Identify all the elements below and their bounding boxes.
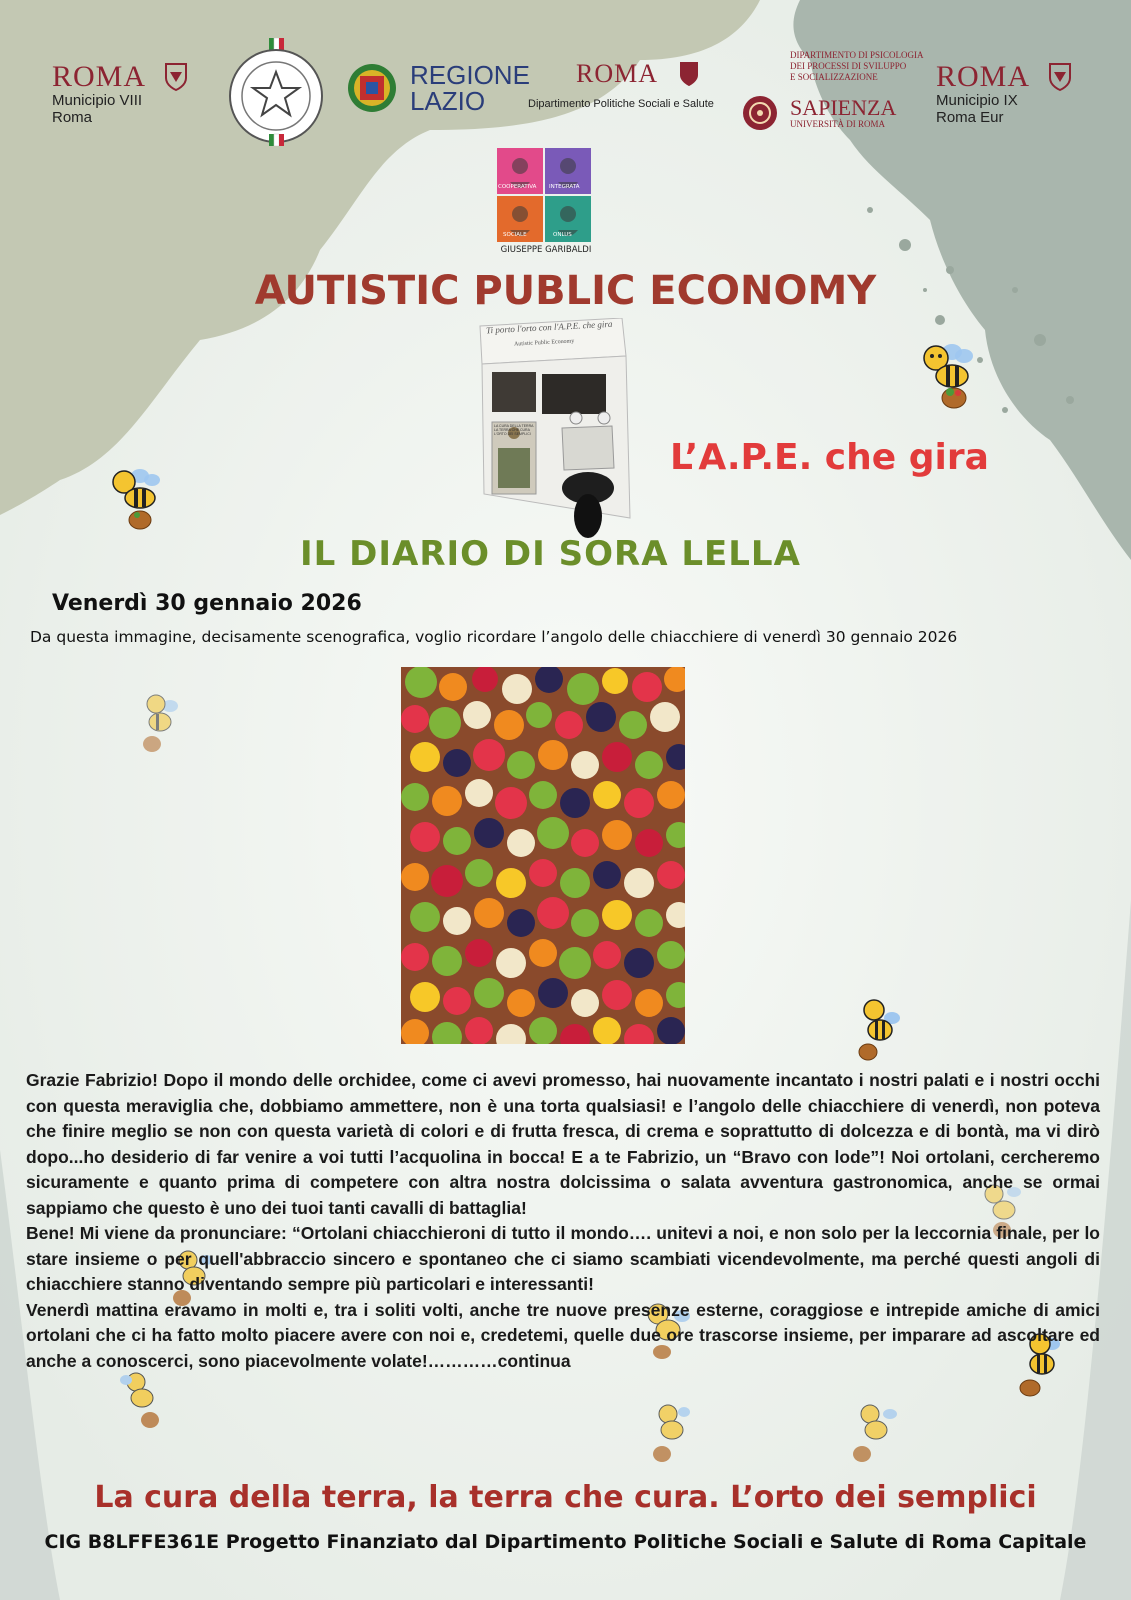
footer-funding: CIG B8LFFE361E Progetto Finanziato dal Dipartimento Politiche Sociali e Salute di Roma Capitale bbox=[44, 1531, 1087, 1553]
regione-lazio-emblem-icon bbox=[346, 62, 398, 114]
sapienza-dept-line1: DIPARTIMENTO DI PSICOLOGIA bbox=[790, 50, 924, 60]
coop-label: ONLUS bbox=[553, 232, 572, 238]
fruit-tart-illustration bbox=[401, 667, 685, 1044]
van-sign-text: Ti porto l'orto con l'A.P.E. che gira bbox=[485, 318, 613, 336]
van-sign-subtext: Autistic Public Economy bbox=[513, 338, 575, 348]
ape-van-illustration bbox=[462, 318, 634, 538]
roma-wordmark: ROMA bbox=[576, 59, 659, 88]
regione-line2: LAZIO bbox=[410, 86, 486, 116]
sapienza-sub: UNIVERSITÀ DI ROMA bbox=[790, 118, 885, 129]
ape-van-photo bbox=[462, 318, 634, 538]
garibaldi-portrait-icon bbox=[497, 148, 593, 244]
municipio-line2: Roma Eur bbox=[936, 109, 1004, 126]
italian-emblem-icon bbox=[222, 38, 330, 146]
bee-mascot-icon bbox=[118, 1370, 168, 1430]
logo-roma-municipio-ix[interactable] bbox=[936, 62, 1072, 126]
body-paragraph-1: Grazie Fabrizio! Dopo il mondo delle orchidee, come ci avevi promesso, hai nuovamente incantato i nostri palati e i nostri occhi con questa meraviglia che, dobbiamo ammettere, non è una torta qualsiasi! e l’angolo delle chiacchiere di venerdì, non poteva che finire meglio se non con questa varietà di colori e di frutta fresca, di crema e soprattutto di dolcezza e di bontà, ma vi dirò dopo...ho desiderio di far venire a voi tutti l’acquolina in bocca! E a te Fabrizio, un “Bravo con lode”! Noi ortolani, cercheremo sicuramente e quanto prima di competere con altra nostra dolcissima o salata avventura gastronomica, anche se ormai sappiamo che questo è uno dei tuoi tanti cavalli di battaglia! bbox=[26, 1070, 1100, 1218]
bee-mascot-icon bbox=[136, 692, 184, 756]
logo-regione-lazio[interactable] bbox=[346, 62, 530, 114]
roma-shield-icon bbox=[1048, 62, 1072, 92]
fruit-tart-photo bbox=[401, 667, 685, 1044]
sapienza-dept-line3: E SOCIALIZZAZIONE bbox=[790, 72, 878, 82]
logo-roma-municipio-viii[interactable] bbox=[52, 62, 188, 126]
page-title: AUTISTIC PUBLIC ECONOMY bbox=[254, 268, 877, 314]
van-panel-text: LA CURA DELLA TERRA LA TERRA CHE CURA L'ORTO DEI SEMPLICI bbox=[494, 424, 534, 436]
roma-wordmark: ROMA bbox=[52, 60, 147, 93]
coop-label: INTEGRATA bbox=[549, 184, 580, 190]
body-paragraph-3: Venerdì mattina eravamo in molti e, tra i soliti volti, anche tre nuove presenze esterne, coraggiose e intrepide amiche di amici ortolani che ci ha fatto molto piacere avere con noi e, credetemi, quelle due ore trascorse insieme, per imparare ad ascoltare ed anche a conoscerci, sono piacevolmente volate!…………continua bbox=[26, 1299, 1100, 1371]
logo-sapienza[interactable] bbox=[742, 50, 923, 133]
roma-shield-icon bbox=[678, 60, 700, 88]
roma-shield-icon bbox=[164, 62, 188, 92]
intro-text: Da questa immagine, decisamente scenografica, voglio ricordare l’angolo delle chiacchiere di venerdì 30 gennaio 2026 bbox=[30, 628, 958, 646]
regione-line1: REGIONE bbox=[410, 60, 530, 90]
dipartimento-label: Dipartimento Politiche Sociali e Salute bbox=[528, 98, 714, 110]
logo-palazzo-chigi[interactable] bbox=[222, 38, 330, 150]
roma-wordmark: ROMA bbox=[936, 60, 1031, 93]
bee-mascot-icon bbox=[912, 340, 982, 412]
diary-body bbox=[26, 1068, 1100, 1374]
bee-mascot-icon bbox=[852, 996, 904, 1062]
logo-roma-dipartimento[interactable] bbox=[528, 60, 714, 110]
municipio-line1: Municipio VIII bbox=[52, 92, 143, 109]
coop-label: SOCIALE bbox=[503, 232, 527, 238]
municipio-line2: Roma bbox=[52, 109, 93, 126]
sapienza-name: SAPIENZA bbox=[790, 94, 897, 120]
sapienza-seal-icon bbox=[742, 93, 778, 133]
body-paragraph-2: Bene! Mi viene da pronunciare: “Ortolani chiacchieroni di tutto il mondo…. unitevi a noi, e non solo per la leccornia finale, per lo stare insieme o per quell'abbraccio sincero e spontaneo che ci siamo scambiati vicendevolmente, ma perché questi angoli di chiacchiere stanno diventando sempre più particolari e interessanti! bbox=[26, 1223, 1100, 1294]
ape-che-gira-title: L’A.P.E. che gira bbox=[670, 437, 989, 478]
footer-slogan: La cura della terra, la terra che cura. L’orto dei semplici bbox=[94, 1480, 1037, 1515]
coop-caption: GIUSEPPE GARIBALDI bbox=[500, 245, 592, 255]
sapienza-dept-line2: DEI PROCESSI DI SVILUPPO bbox=[790, 61, 907, 71]
bee-mascot-icon bbox=[104, 466, 170, 532]
diary-title: IL DIARIO DI SORA LELLA bbox=[300, 534, 801, 574]
bee-mascot-icon bbox=[850, 1400, 900, 1464]
date-heading: Venerdì 30 gennaio 2026 bbox=[52, 591, 362, 616]
logo-cooperativa-garibaldi[interactable] bbox=[497, 148, 595, 255]
coop-label: COOPERATIVA bbox=[498, 184, 537, 190]
municipio-line1: Municipio IX bbox=[936, 92, 1018, 109]
bee-mascot-icon bbox=[648, 1400, 694, 1464]
